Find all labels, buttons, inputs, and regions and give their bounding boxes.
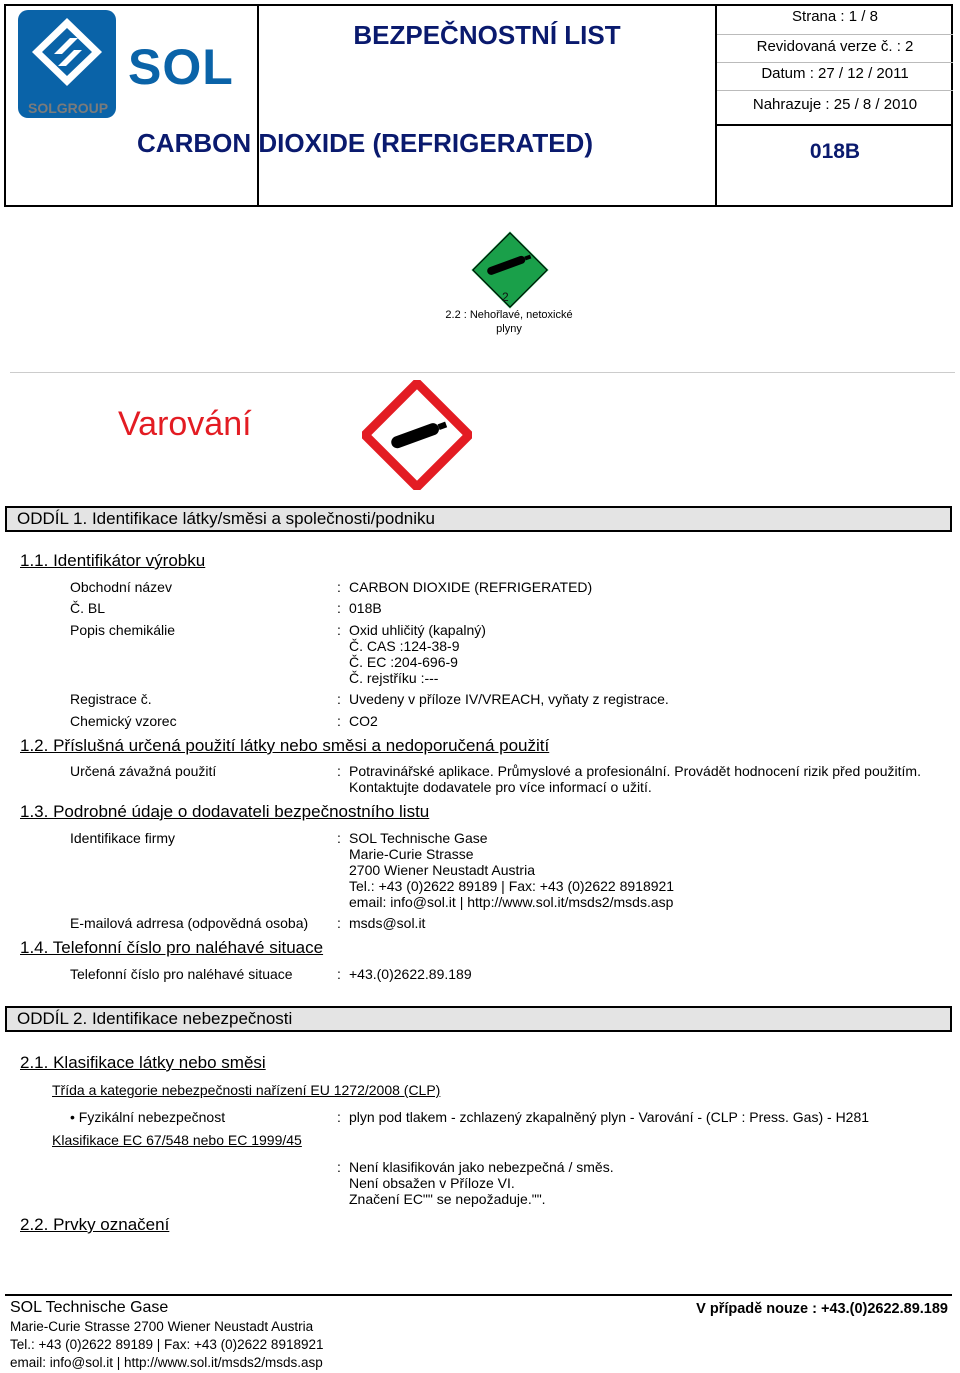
subsection-2-1: 2.1. Klasifikace látky nebo směsi [20,1053,266,1072]
section-1-header: ODDÍL 1. Identifikace látky/směsi a společnosti/podniku [5,506,952,532]
index-number: Č. rejstříku :--- [349,670,439,686]
transport-caption: plyny [496,323,522,335]
colon: : [337,1109,341,1125]
subsection-1-4: 1.4. Telefonní číslo pro naléhavé situace [20,938,324,957]
ghs-gas-cylinder-icon [362,380,472,495]
footer-divider [5,1294,952,1296]
header-divider [717,34,953,35]
registration-label: Registrace č. [70,691,152,707]
transport-caption: 2.2 : Nehořlavé, netoxické [445,309,573,321]
ec-classification [349,1159,614,1207]
subsection-1-1: 1.1. Identifikátor výrobku [20,551,206,570]
emergency-value: +43.(0)2622.89.189 [349,966,472,982]
uses-label: Určená závažná použití [70,763,217,779]
ec-line: Není obsažen v Příloze VI. [349,1175,515,1191]
supersedes: Nahrazuje : 25 / 8 / 2010 [752,96,918,113]
trade-name-label: Obchodní název [70,579,172,595]
footer-phone: Tel.: +43 (0)2622 89189 | Fax: +43 (0)2622 8918921 [10,1337,324,1352]
ec-line: Značení EC"" se nepožaduje."". [349,1191,546,1207]
formula-value: CO2 [349,713,378,729]
subsection-1-2: 1.2. Příslušná určená použití látky nebo směsi a nedoporučená použití [20,736,550,755]
footer-address: Marie-Curie Strasse 2700 Wiener Neustadt Austria [10,1319,314,1334]
bl-label: Č. BL [70,600,106,616]
uses-line: Potravinářské aplikace. Průmyslové a profesionální. Provádět hodnocení rizik před použitím. [349,763,921,779]
cas-number: Č. CAS :124-38-9 [349,638,460,654]
company-name: SOL Technische Gase [349,830,488,846]
colon: : [337,600,341,616]
formula-label: Chemický vzorec [70,713,177,729]
section-2-header: ODDÍL 2. Identifikace nebezpečnosti [5,1006,952,1032]
clp-heading: Třída a kategorie nebezpečnosti nařízení EU 1272/2008 (CLP) [52,1082,441,1098]
trade-name-value: CARBON DIOXIDE (REFRIGERATED) [349,579,593,595]
chem-desc-value [349,622,486,686]
logo-group-text: SOLGROUP [28,100,109,116]
colon: : [337,579,341,595]
header-divider [717,62,953,63]
colon: : [337,622,341,638]
logo-brand-text: SOL [128,39,234,95]
separator [10,372,955,373]
header-divider [717,90,953,91]
product-name: CARBON DIOXIDE (REFRIGERATED) [137,128,593,158]
signal-word: Varování [118,405,252,443]
company-phone: Tel.: +43 (0)2622 89189 | Fax: +43 (0)2622 8918921 [349,878,675,894]
email-value[interactable]: msds@sol.it [349,915,426,931]
transport-label-icon [468,228,552,317]
page-number: Strana : 1 / 8 [792,8,878,25]
colon: : [337,966,341,982]
colon: : [337,763,341,779]
emergency-label: Telefonní číslo pro naléhavé situace [70,966,293,982]
company-city: 2700 Wiener Neustadt Austria [349,862,535,878]
transport-class-number: 2 [502,290,509,304]
revision: Revidovaná verze č. : 2 [756,38,914,55]
footer-email[interactable]: email: info@sol.it | http://www.sol.it/msds2/msds.asp [10,1355,323,1370]
physical-hazard-label: • Fyzikální nebezpečnost [70,1109,226,1125]
subsection-1-3: 1.3. Podrobné údaje o dodavateli bezpečnostního listu [20,802,430,821]
uses-value [349,763,921,795]
date: Datum : 27 / 12 / 2011 [761,65,909,82]
colon: : [337,830,341,846]
chem-desc-line: Oxid uhličitý (kapalný) [349,622,486,638]
colon: : [337,713,341,729]
ec-line: Není klasifikován jako nebezpečná / směs. [349,1159,614,1175]
ec-heading: Klasifikace EC 67/548 nebo EC 1999/45 [52,1132,302,1148]
sol-logo-icon [18,10,116,102]
footer-company: SOL Technische Gase [10,1299,169,1316]
footer-emergency: V případě nouze : +43.(0)2622.89.189 [696,1301,948,1317]
company-value [349,830,674,910]
uses-line: Kontaktujte dodavatele pro více informací o užití. [349,779,652,795]
bl-value: 018B [349,600,382,616]
product-code: 018B [809,140,861,163]
colon: : [337,915,341,931]
subsection-2-2: 2.2. Prvky označení [20,1215,170,1234]
chem-desc-label: Popis chemikálie [70,622,176,638]
document-title: BEZPEČNOSTNÍ LIST [353,20,621,50]
colon: : [337,1159,341,1175]
ec-number: Č. EC :204-696-9 [349,654,458,670]
company-email[interactable]: email: info@sol.it | http://www.sol.it/msds2/msds.asp [349,894,674,910]
registration-value: Uvedeny v příloze IV/VREACH, vyňaty z registrace. [349,691,669,707]
header-divider [715,124,953,126]
company-label: Identifikace firmy [70,830,176,846]
physical-hazard-value: plyn pod tlakem - zchlazený zkapalněný plyn - Varování - (CLP : Press. Gas) - H281 [349,1109,870,1125]
email-label: E-mailová adrresa (odpovědná osoba) [70,915,309,931]
colon: : [337,691,341,707]
company-street: Marie-Curie Strasse [349,846,474,862]
